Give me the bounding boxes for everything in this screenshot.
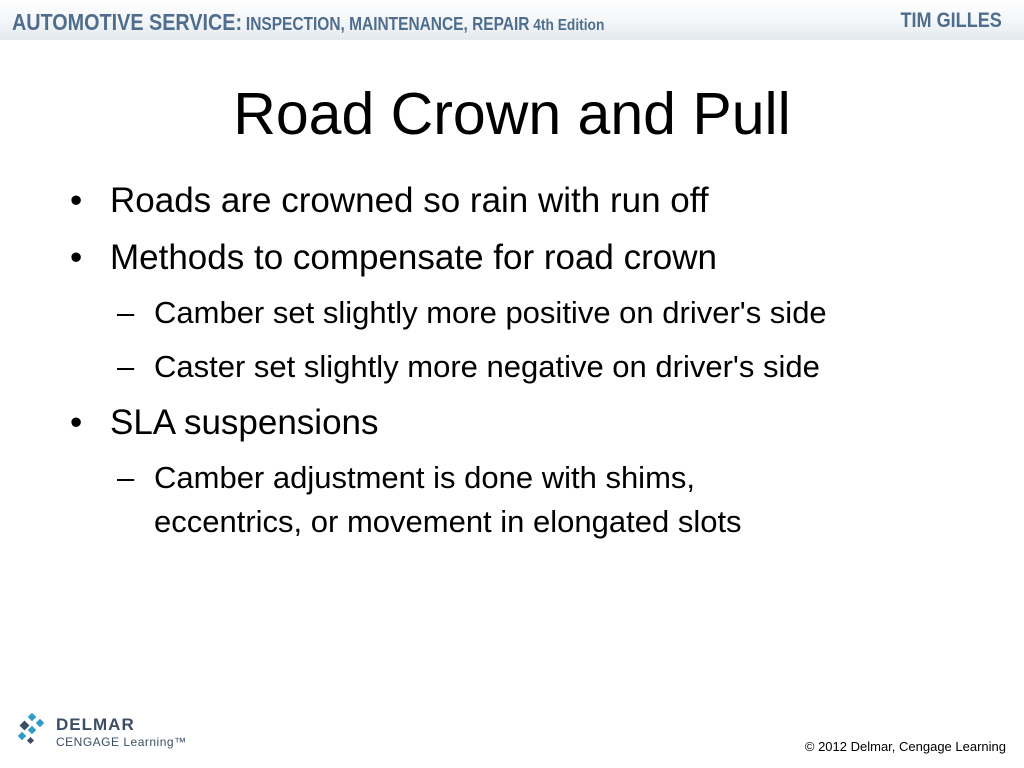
logo-brand-text: DELMAR xyxy=(56,715,135,734)
bullet-mark: • xyxy=(70,403,83,442)
logo-trademark: ™ xyxy=(174,735,187,749)
bullet-item xyxy=(70,234,990,282)
bullet-text: Methods to compensate for road crown xyxy=(110,238,717,277)
sub-bullet-item xyxy=(70,291,990,335)
bullet-item xyxy=(70,177,990,225)
sub-bullet-text: Camber adjustment is done with shims, eccentrics, or movement in elongated slots xyxy=(154,460,742,539)
header-band xyxy=(0,0,1024,40)
series-main-title: AUTOMOTIVE SERVICE: xyxy=(12,9,243,35)
delmar-logo-icon xyxy=(16,713,50,747)
sub-bullet-item xyxy=(70,345,990,389)
bullet-text: Roads are crowned so rain with run off xyxy=(110,181,709,220)
sub-bullet-mark: – xyxy=(117,460,135,495)
slide-title: Road Crown and Pull xyxy=(233,81,791,147)
logo-tagline-text: CENGAGE Learning xyxy=(56,735,175,749)
bullet-list xyxy=(70,177,990,554)
sub-bullet-text: Camber set slightly more positive on driver's side xyxy=(154,295,827,330)
series-subtitle: INSPECTION, MAINTENANCE, REPAIR xyxy=(245,14,530,34)
delmar-cengage-logo xyxy=(16,713,196,753)
logo-tagline xyxy=(56,735,187,749)
author-name: TIM GILLES xyxy=(900,9,1002,32)
sub-bullet-mark: – xyxy=(117,295,135,330)
sub-bullet-mark: – xyxy=(117,349,135,384)
sub-bullet-text: Caster set slightly more negative on driver's side xyxy=(154,349,820,384)
copyright-notice: © 2012 Delmar, Cengage Learning xyxy=(804,739,1006,754)
series-title xyxy=(12,9,604,36)
bullet-item xyxy=(70,399,990,447)
edition-label: 4th Edition xyxy=(533,17,605,34)
sub-bullet-item xyxy=(70,456,990,544)
bullet-mark: • xyxy=(70,181,83,220)
bullet-mark: • xyxy=(70,238,83,277)
bullet-text: SLA suspensions xyxy=(110,403,379,442)
